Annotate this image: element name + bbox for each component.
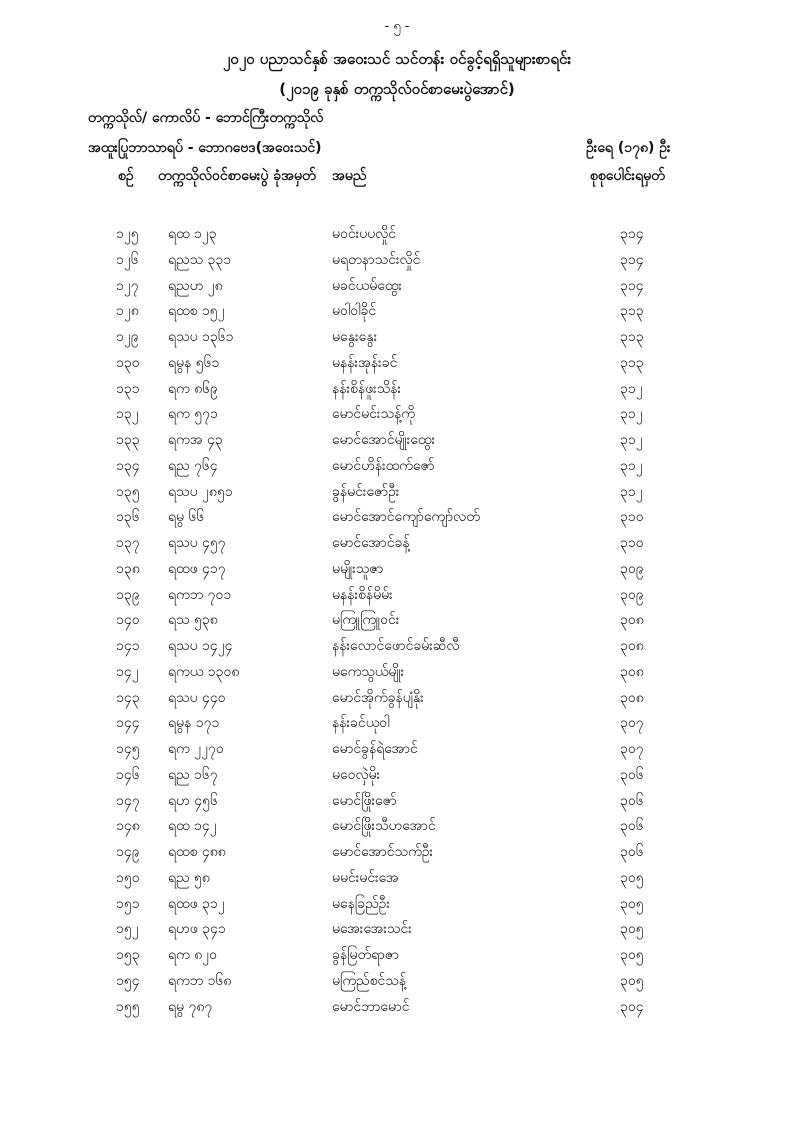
row-marks: ၃၁၂ (620, 432, 643, 448)
row-name: နန်းလောင်ဖောင်ခမ်းဆီလီ (332, 638, 460, 654)
table-row (0, 814, 794, 840)
row-roll-number: ရဟ ၄၅၆ (168, 792, 218, 809)
row-marks: ၃၀၈ (620, 689, 644, 706)
column-header-marks: စုစုပေါင်းရမှတ် (590, 168, 665, 184)
table-row (0, 943, 794, 969)
table-row (0, 660, 794, 686)
table-header (0, 164, 794, 208)
row-name: မောင်ဖြိုးသီဟအောင် (332, 818, 436, 835)
row-number: ၁၄၂ (116, 663, 139, 680)
document-subtitle: (၂၀၁၉ ခုနှစ် တက္ကသိုလ်ဝင်စာမေးပွဲအောင်) (279, 80, 515, 98)
row-roll-number: ရမွ ၇၈၇ (168, 998, 213, 1015)
row-marks: ၃၀၈ (620, 612, 644, 629)
table-row (0, 840, 794, 866)
table-row (0, 608, 794, 634)
row-number: ၁၃၈ (116, 560, 140, 577)
row-marks: ၃၀၆ (620, 844, 644, 860)
table-row (0, 299, 794, 325)
row-name: မောင်အိုက်ခွန်ပျံနိုး (332, 689, 424, 706)
row-name: ခွန်မင်းဇော်ဦး (332, 483, 400, 500)
row-marks: ၃၁၄ (620, 277, 644, 294)
row-name: မောင်ဖြိုးဇော် (332, 792, 397, 809)
table-row (0, 557, 794, 583)
row-number: ၁၄၉ (116, 844, 140, 860)
row-marks: ၃၀၇ (620, 741, 644, 757)
row-name: မနန်းစိန်မိမ်း (332, 586, 393, 603)
table-row (0, 428, 794, 454)
row-roll-number: ရကဘ ၇၀၁ (168, 586, 232, 603)
row-marks: ၃၀၉ (620, 586, 644, 603)
table-row (0, 711, 794, 737)
row-roll-number: ရည ၅၈ (168, 869, 210, 886)
row-roll-number: ရထ ၁၄၂ (168, 818, 217, 835)
row-marks: ၃၁၀ (620, 509, 644, 526)
row-name: မဝါဝါခိုင် (332, 303, 377, 320)
row-marks: ၃၁၀ (620, 535, 644, 551)
row-roll-number: ရက ၈၆၉ (168, 380, 218, 397)
row-marks: ၃၀၉ (620, 560, 644, 577)
row-name: မောင်ဟိန်းထက်ဇော် (332, 457, 435, 474)
row-roll-number: ရထစ ၁၅၂ (168, 303, 225, 320)
table-row (0, 995, 794, 1021)
row-number: ၁၃၂ (116, 406, 139, 423)
row-marks: ၃၀၆ (620, 792, 644, 809)
row-marks: ၃၀၅ (620, 972, 644, 989)
row-roll-number: ရကအ ၄၃ (168, 432, 223, 448)
row-marks: ၃၁၃ (620, 303, 644, 320)
row-marks: ၃၀၈ (620, 638, 644, 654)
table-row (0, 274, 794, 300)
row-marks: ၃၁၃ (620, 354, 644, 371)
row-name: မနွေးနွေး (332, 329, 378, 345)
row-marks: ၃၀၆ (620, 766, 644, 783)
row-name: မောင်အောင်ကျော်ကျော်လတ် (332, 509, 480, 526)
row-name: မမင်းမင်းအေ (332, 869, 399, 886)
row-name: မနေခြည်ဦး (332, 895, 390, 912)
row-number: ၁၃၅ (116, 483, 140, 500)
row-name: မနန်းအုန်းခင် (332, 354, 398, 371)
row-name: မကြည်စင်သန့် (332, 972, 407, 989)
table-row (0, 789, 794, 815)
row-roll-number: ရကယ ၁၃၀၈ (168, 663, 240, 680)
row-number: ၁၂၇ (116, 277, 139, 294)
row-roll-number: ရည ၇၆၄ (168, 457, 218, 474)
table-row (0, 505, 794, 531)
row-roll-number: ရသပ ၁၄၂၄ (168, 638, 233, 654)
table-row (0, 737, 794, 763)
row-marks: ၃၀၅ (620, 921, 644, 938)
row-marks: ၃၁၂ (620, 457, 643, 474)
row-number: ၁၃၉ (116, 586, 140, 603)
row-marks: ၃၀၆ (620, 818, 644, 835)
row-number: ၁၄၀ (116, 612, 140, 629)
row-roll-number: ရသပ ၄၅၇ (168, 535, 226, 551)
row-roll-number: ရသပ ၁၃၆၁ (168, 329, 234, 345)
page-number: - ၅ - (384, 19, 410, 34)
university-label: တက္ကသိုလ်/ ကောလိပ် - ဘောင်ကြီးတက္ကသိုလ် (88, 110, 324, 126)
row-name: မဝင်းပပလှိုင် (332, 226, 397, 242)
row-marks: ၃၁၂ (620, 380, 643, 397)
row-roll-number: ရညဟ ၂၈ (168, 277, 223, 294)
row-marks: ၃၀၅ (620, 869, 644, 886)
table-row (0, 480, 794, 506)
document-title: ၂၀၂၀ ပညာသင်နှစ် အဝေးသင် သင်တန်း ဝင်ခွင့်ရရှိသူများစာရင်း (222, 50, 572, 68)
major-label: အထူးပြုဘာသာရပ် - ဘောဂဗေဒ(အဝေးသင်) (88, 140, 322, 156)
row-marks: ၃၁၂ (620, 406, 643, 423)
row-name: မောင်ခွန်ရဲအောင် (332, 741, 418, 757)
row-roll-number: ရထ ၁၂၃ (168, 226, 217, 242)
results-table (0, 222, 794, 1020)
row-number: ၁၄၅ (116, 741, 140, 757)
table-row (0, 866, 794, 892)
row-number: ၁၂၉ (116, 329, 139, 345)
table-row (0, 402, 794, 428)
row-roll-number: ရက ၈၂၀ (168, 947, 217, 963)
row-marks: ၃၀၅ (620, 895, 644, 912)
row-number: ၁၂၅ (116, 226, 139, 242)
row-marks: ၃၀၈ (620, 663, 644, 680)
row-number: ၁၄၆ (116, 766, 140, 783)
row-number: ၁၄၁ (116, 638, 140, 654)
table-row (0, 377, 794, 403)
row-roll-number: ရမွန ၁၇၁ (168, 715, 220, 732)
row-number: ၁၃၃ (116, 432, 140, 448)
row-roll-number: ရထစ ၄၈၈ (168, 844, 226, 860)
table-row (0, 222, 794, 248)
column-header-roll: တက္ကသိုလ်ဝင်စာမေးပွဲ ခုံအမှတ် (158, 168, 316, 184)
row-number: ၁၅၄ (116, 972, 140, 989)
row-name: မခင်ယမ်ထွေး (332, 277, 402, 294)
row-name: မမျိုးသူဇာ (332, 560, 384, 577)
row-number: ၁၄၄ (116, 715, 140, 732)
column-header-no: စဉ် (118, 168, 134, 184)
row-marks: ၃၁၃ (620, 329, 644, 345)
table-row (0, 325, 794, 351)
row-name: နန်းစိန်ဖူးသိန်း (332, 380, 402, 397)
row-name: မဝေလှဲမိုး (332, 766, 381, 783)
row-number: ၁၃၀ (116, 354, 140, 371)
row-number: ၁၅၅ (116, 998, 140, 1015)
table-row (0, 686, 794, 712)
row-name: နန်းခင်ယုဝါ (332, 715, 390, 732)
row-name: မကြူကြူဝင်း (332, 612, 400, 629)
column-header-name: အမည် (332, 168, 367, 184)
row-number: ၁၄၈ (116, 818, 140, 835)
row-name: မရတနာသင်းလှိုင် (332, 251, 421, 268)
row-number: ၁၅၃ (116, 947, 140, 963)
row-roll-number: ရသပ ၄၄၀ (168, 689, 226, 706)
table-row (0, 351, 794, 377)
row-number: ၁၃၁ (116, 380, 140, 397)
row-roll-number: ရထဖ ၃၁၂ (168, 895, 225, 912)
table-row (0, 248, 794, 274)
table-row (0, 917, 794, 943)
row-marks: ၃၀၅ (620, 947, 644, 963)
row-roll-number: ရမွ ၆၆ (168, 509, 205, 526)
row-name: မောင်မင်းသန့်ကို (332, 406, 415, 423)
row-number: ၁၃၄ (116, 457, 140, 474)
table-row (0, 969, 794, 995)
row-roll-number: ရက ၅၇၁ (168, 406, 218, 423)
row-name: မောင်အောင်သက်ဦး (332, 844, 434, 860)
row-name: မောင်အောင်ခန့် (332, 535, 410, 551)
row-roll-number: ရကဘ ၁၆၈ (168, 972, 232, 989)
row-number: ၁၄၇ (116, 792, 140, 809)
row-roll-number: ရဟဖ ၃၄၁ (168, 921, 226, 938)
row-marks: ၃၀၄ (620, 998, 644, 1015)
row-number: ၁၅၀ (116, 869, 140, 886)
table-row (0, 454, 794, 480)
row-roll-number: ရသ ၅၃၈ (168, 612, 218, 629)
row-number: ၁၃၇ (116, 535, 140, 551)
row-name: မောင်အောင်မျိုးထွေး (332, 432, 436, 448)
row-name: ခွန်မြတ်ရာဇာ (332, 947, 399, 963)
row-name: မကေသွယ်မျိုး (332, 663, 405, 680)
row-number: ၁၂၆ (116, 251, 139, 268)
row-marks: ၃၁၄ (620, 226, 644, 242)
row-marks: ၃၀၇ (620, 715, 644, 732)
row-number: ၁၅၁ (116, 895, 140, 912)
row-roll-number: ရည ၁၆၇ (168, 766, 218, 783)
table-row (0, 583, 794, 609)
table-row (0, 892, 794, 918)
table-row (0, 634, 794, 660)
row-number: ၁၅၂ (116, 921, 139, 938)
row-marks: ၃၁၄ (620, 251, 644, 268)
row-roll-number: ရမွန ၅၆၁ (168, 354, 220, 371)
total-count: ဦးရေ (၁၇၈) ဦး (586, 140, 671, 156)
row-number: ၁၂၈ (116, 303, 139, 320)
row-roll-number: ရထဖ ၄၁၇ (168, 560, 226, 577)
table-row (0, 531, 794, 557)
row-number: ၁၃၆ (116, 509, 140, 526)
table-row (0, 763, 794, 789)
row-name: မောင်ဘာမောင် (332, 998, 410, 1015)
row-roll-number: ရညသ ၃၃၁ (168, 251, 232, 268)
row-number: ၁၄၃ (116, 689, 140, 706)
row-marks: ၃၁၂ (620, 483, 643, 500)
row-roll-number: ရက ၂၂၇၀ (168, 741, 224, 757)
row-name: မအေးအေးသင်း (332, 921, 412, 938)
row-roll-number: ရသပ ၂၈၅၁ (168, 483, 233, 500)
